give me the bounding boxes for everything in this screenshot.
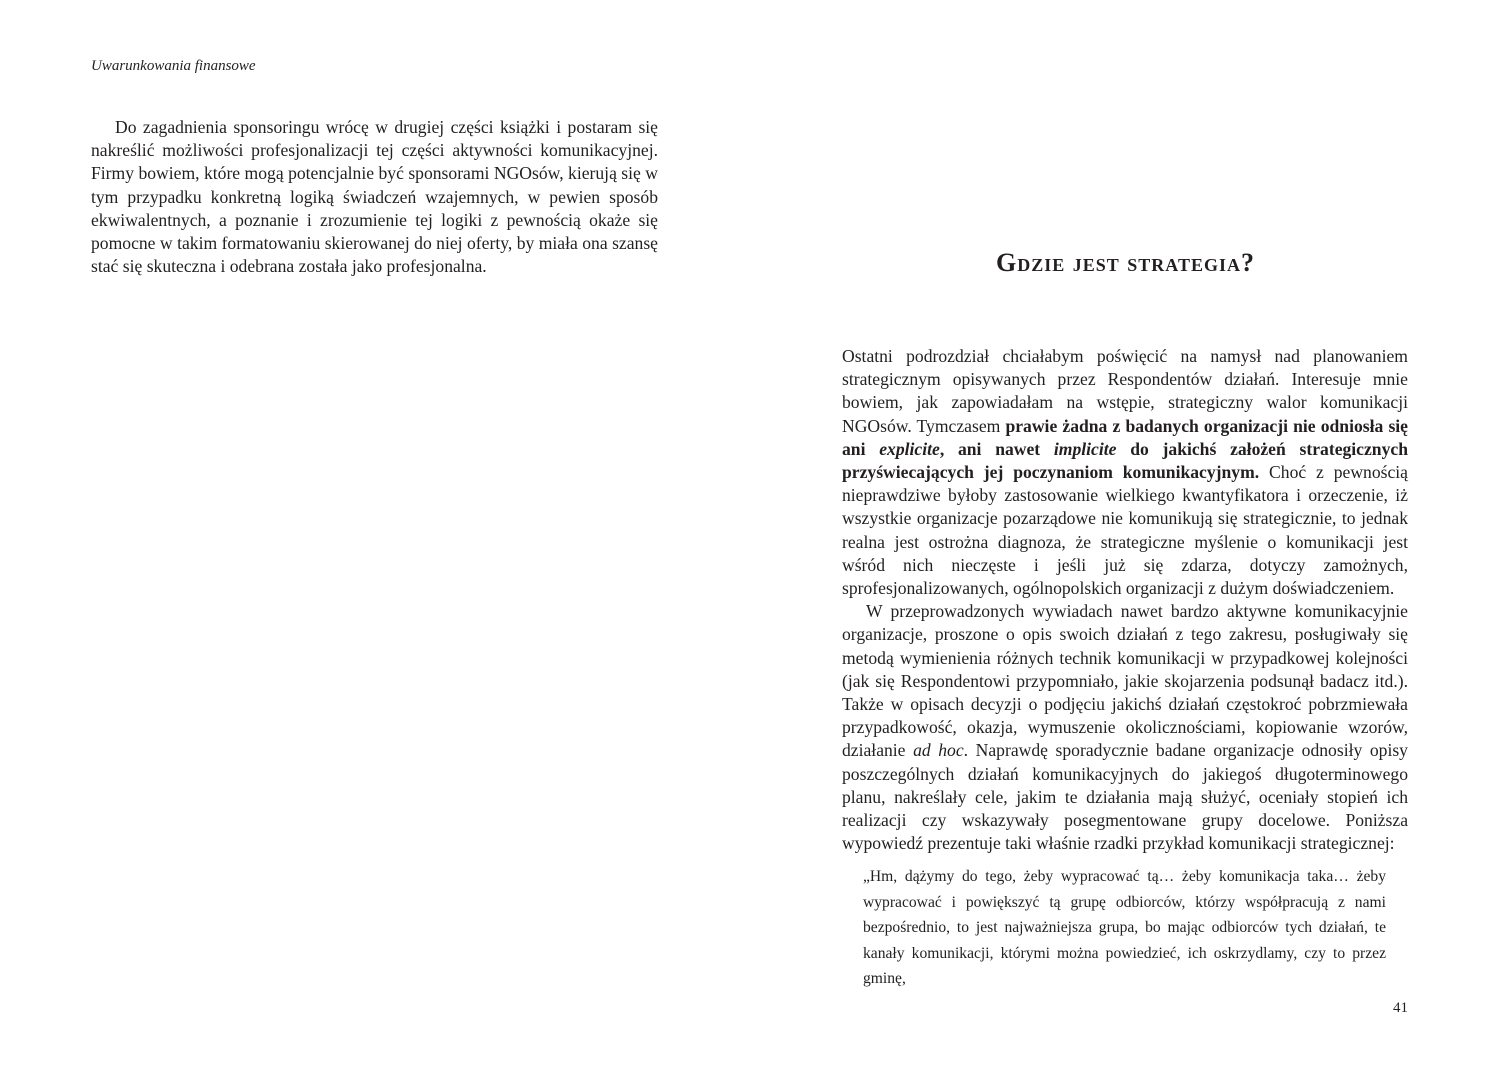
paragraph-1-intro: Ostatni podrozdział chciałabym poświęcić na namysł nad planowaniem strategicznym opisywanych przez Respondentów działań. Interesuje mnie bowiem, jak zapowiadałam na wstępie, strategiczny walor komunikacji NGOsów. Tymczasem [842,346,1408,436]
paragraph-2 [842,600,1408,855]
paragraph-2-italic: ad hoc [913,740,964,761]
running-head: Uwarunkowania finansowe [91,58,256,74]
paragraph-2-part2: . Naprawdę sporadycznie badane organizacje odnosiły opisy poszczególnych działań komunikacyjnych do jakiegoś długoterminowego planu, nakreślały cele, jakim te działania mają służyć, oceniały stopień ich realizacji czy wskazywały posegmentowane grupy docelowe. Poniższa wypowiedź prezentuje taki właśnie rzadki przykład komunikacji strategicznej: [842,740,1408,854]
paragraph-1-bold-b: , ani nawet [939,438,1054,459]
page-number: 41 [1393,1000,1408,1016]
paragraph-1-bold-italic-b: implicite [1053,438,1117,459]
paragraph-1 [842,345,1408,600]
chapter-title: Gdzie jest strategia? [996,248,1255,277]
paragraph-1-bold-c: do jakichś założeń strategicznych przyświecających jej poczynaniom komunikacyjnym. [842,438,1408,483]
paragraph-1-bold-a: prawie żadna z badanych organizacji nie odniosła się ani [842,415,1408,459]
paragraph-1-rest: Choć z pewnością nieprawdziwe byłoby zastosowanie wielkiego kwantyfikatora i orzeczenie, iż wszystkie organizacje pozarządowe nie komunikują się strategicznie, to jednak realna jest ostrożna diagnoza, że strategiczne myślenie o komunikacji jest wśród nich nieczęste i jeśli już się zdarza, dotyczy zamożnych, sprofesjonalizowanych, ogólnopolskich organizacji z dużym doświadczeniem. [842,462,1408,599]
paragraph-2-part1: W przeprowadzonych wywiadach nawet bardzo aktywne komunikacyjnie organizacje, proszone o opis swoich działań z tego zakresu, posługiwały się metodą wymienienia różnych technik komunikacji w przypadkowej kolejności (jak się Respondentowi przypomniało, jakie skojarzenia podsunął badacz itd.). Także w opisach decyzji o podjęciu jakichś działań częstokroć pobrzmiewała przypadkowość, okazja, wymuszenie okolicznościami, kopiowanie wzorów, działanie [842,601,1408,761]
paragraph-1-bold-italic-a: explicite [879,438,940,459]
block-quote: „Hm, dążymy do tego, żeby wypracować tą… żeby komunikacja taka… żeby wypracować i powiększyć tą grupę odbiorców, którzy współpracują z nami bezpośrednio, to jest najważniejsza grupa, bo mając odbiorców tych działań, te kanały komunikacji, którymi można powiedzieć, ich oskrzydlamy, czy to przez gminę, [863,868,1386,987]
right-body-text [842,345,1408,855]
left-paragraph: Do zagadnienia sponsoringu wrócę w drugiej części książki i postaram się nakreślić możliwości profesjonalizacji tej części aktywności komunikacyjnej. Firmy bowiem, które mogą potencjalnie być sponsorami NGOsów, kierują się w tym przypadku konkretną logiką świadczeń wzajemnych, w pewien sposób ekwiwalentnych, a poznanie i zrozumienie tej logiki z pewnością okaże się pomocne w takim formatowaniu skierowanej do niej oferty, by miała ona szansę stać się skuteczna i odebrana została jako profesjonalna. [91,117,658,277]
right-page [750,0,1500,1068]
